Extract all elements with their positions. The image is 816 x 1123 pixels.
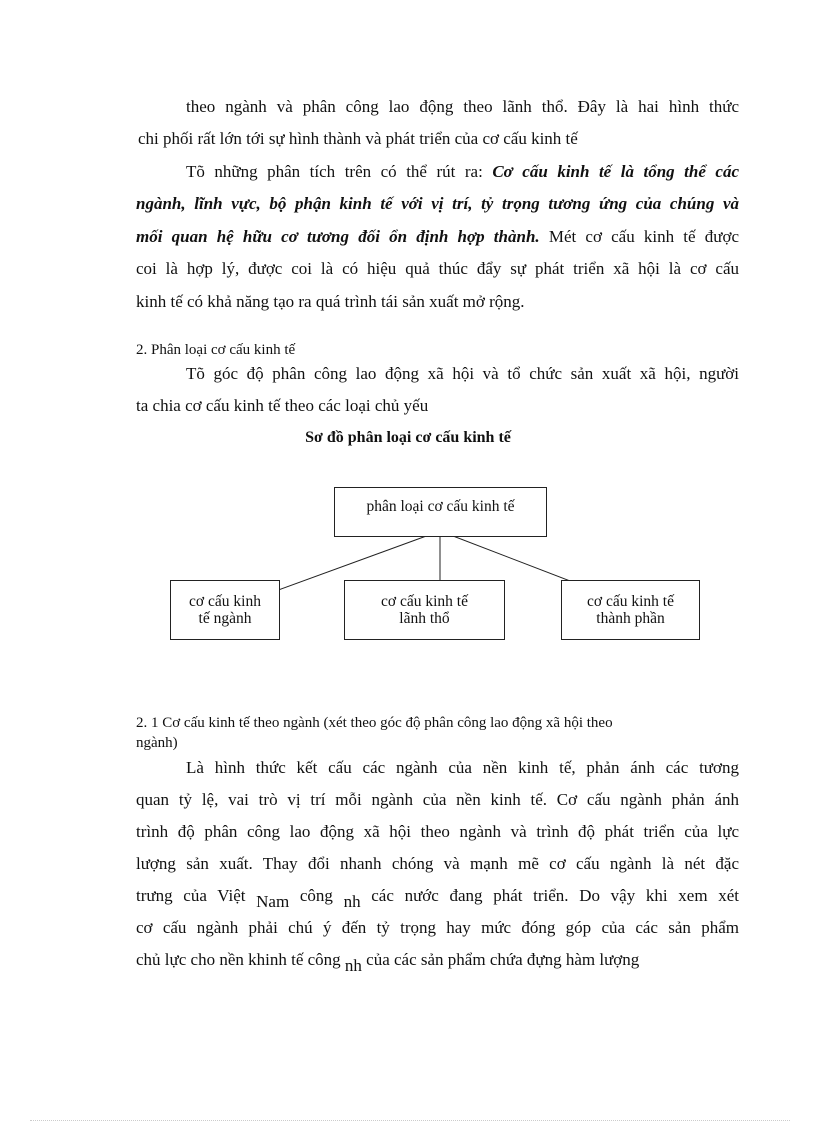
- node-industry-line-2: tế ngành: [198, 610, 252, 627]
- diagram-title: Sơ đồ phân loại cơ cấu kinh tế: [305, 429, 511, 446]
- line-7-part-a: chủ lực cho nền khinh tế công: [136, 950, 345, 969]
- line-5-subscript-nam: Nam: [256, 892, 290, 911]
- definition-line-2: ngành, lĩnh vực, bộ phận kinh tế với vị trí, tỷ trọng tương ứng của chúng và: [136, 194, 739, 213]
- diagram-root-box: [334, 487, 547, 537]
- diagram-node-sector: [561, 580, 700, 640]
- section-2-1-heading-line-2: ngành): [136, 735, 178, 751]
- section-2-1-line-7: [136, 950, 640, 975]
- node-sector-line-1: cơ cấu kinh tế: [587, 593, 674, 610]
- line-7-subscript-nh: nh: [344, 956, 362, 975]
- node-territory-line-1: cơ cấu kinh tế: [381, 593, 468, 610]
- section-2-1-line-6: cơ cấu ngành phải chú ý đến tỷ trọng hay mức đóng góp của các sản phẩm: [136, 918, 739, 937]
- section-2-1-line-4: lượng sản xuất. Thay đổi nhanh chóng và mạnh mẽ cơ cấu ngành là nét đặc: [136, 854, 739, 873]
- section-2-1-line-1: Là hình thức kết cấu các ngành của nền kinh tế, phản ánh các tương: [186, 758, 739, 777]
- node-territory-line-2: lãnh thổ: [399, 610, 450, 627]
- section-2-1-line-5: [136, 886, 739, 911]
- line-5-subscript-nh: nh: [343, 892, 361, 911]
- diagram-node-territory: [344, 580, 505, 640]
- section-2-1-heading-line-1: 2. 1 Cơ cấu kinh tế theo ngành (xét theo góc độ phân công lao động xã hội theo: [136, 715, 613, 731]
- node-sector-line-2: thành phần: [596, 610, 665, 627]
- definition-line-5: kinh tế có khả năng tạo ra quá trình tái sản xuất mở rộng.: [136, 292, 525, 311]
- section-2-line-2: ta chia cơ cấu kinh tế theo các loại chủ yếu: [136, 396, 429, 415]
- section-2-line-1: Tõ góc độ phân công lao động xã hội và tổ chức sản xuất xã hội, người: [186, 364, 739, 383]
- line-5-part-c: công: [289, 886, 344, 905]
- line-5-part-e: các nước đang phát triển. Do vậy khi xem xét: [360, 886, 739, 905]
- paragraph-1-line-1: theo ngành và phân công lao động theo lãnh thổ. Đây là hai hình thức: [186, 97, 739, 116]
- line-7-part-c: của các sản phẩm chứa đựng hàm lượng: [361, 950, 640, 969]
- definition-intro: Tõ những phân tích trên có thể rút ra:: [186, 162, 493, 181]
- node-industry-line-1: cơ cấu kinh: [189, 593, 261, 610]
- diagram-root-label: phân loại cơ cấu kinh tế: [366, 497, 515, 515]
- page-bottom-rule: [30, 1120, 790, 1121]
- definition-bold-3: mối quan hệ hữu cơ tương đối ổn định hợp thành.: [136, 227, 540, 246]
- section-2-heading: 2. Phân loại cơ cấu kinh tế: [136, 342, 296, 358]
- line-5-part-a: trưng của Việt: [136, 886, 257, 905]
- definition-rest-3: Mét cơ cấu kinh tế được: [539, 227, 739, 246]
- definition-bold-1: Cơ cấu kinh tế là tổng thể các: [492, 162, 740, 181]
- section-2-1-line-3: trình độ phân công lao động xã hội theo ngành và trình độ phát triển của lực: [136, 822, 739, 841]
- diagram-node-industry: [170, 580, 280, 640]
- paragraph-1-line-2: chi phối rất lớn tới sự hình thành và phát triển của cơ cấu kinh tế: [138, 129, 578, 148]
- section-2-1-line-2: quan tỷ lệ, vai trò vị trí mỗi ngành của nền kinh tế. Cơ cấu ngành phản ánh: [136, 790, 739, 809]
- definition-line-4: coi là hợp lý, được coi là có hiệu quả thúc đẩy sự phát triển xã hội là cơ cấu: [136, 259, 739, 278]
